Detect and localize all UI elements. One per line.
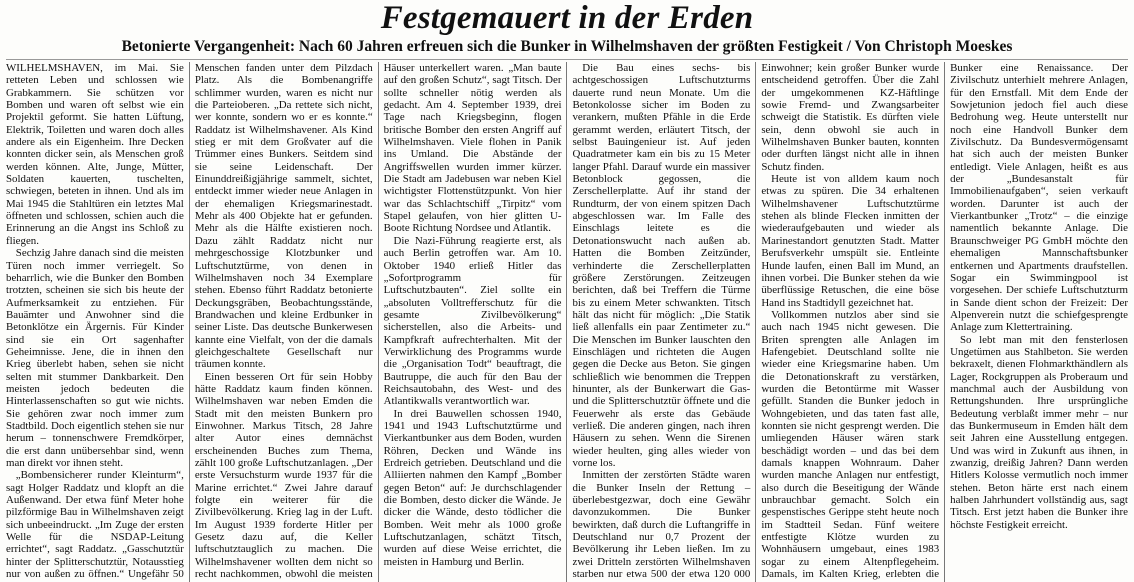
paragraph: Die Nazi-Führung reagierte erst, als auch Berlin getroffen war. Am 10. Oktober 1940 erließ Hitler das „Sofortprogramm für Luftschutzbauten“. Ziel sollte ein „absoluten Volltrefferschutz für die gesamte Zivilbevölkerung“ sicherstellen, also die Arbeits- und Kampfkraft aufrechterhalten. Mit der Verwirklichung des Programms wurde die „Organisation Todt“ beauftragt, die Bautruppe, die auch für den Bau der Reichsautobahn, des West- und des Atlantikwalls verantwortlich war. [383,234,562,408]
subheadline: Betonierte Vergangenheit: Nach 60 Jahren erfreuen sich die Bunker in Wilhelmshaven der größten Festigkeit / Von Christoph Moeskes [121,38,1013,55]
paragraph: „Bombensicherer runder Kleinturm“, sagt Holger Raddatz und klopft an die Außenwand. Der etwa fünf Meter hohe pilzförmige Bau in Wilhelmshaven zeigt sich unbeeindruckt. „Im Zuge der ersten Welle für die NSDAP-Leitung errichtet“, sagt Raddatz. „Gasschutztür hinter der Splitterschutztür, Notausstieg nur von außen zu öffnen.“ Ungefähr 50 Menschen fanden unter dem Pilzdach Platz. Als die Bombenangriffe schlimmer wurden, waren es nicht nur die Parteioberen. „Da rettete sich nicht, wer konnte, sondern wo er es konnte.“ Raddatz ist Wilhelmshavener. Als Kind stieg er mit dem Großvater auf die Trümmer eines Bunkers. Seitdem sind sie seine Leidenschaft. Der Einunddreißigjährige sammelt, sichtet, entdeckt immer wieder neue Anlagen in der ehemaligen Kriegsmarinestadt. Mehr als 400 Objekte hat er gefunden. Mehr als die Hälfte existieren noch. Dazu zählt Raddatz nicht nur mehrgeschossige Klotzbunker und Luftschutztürme, von denen in Wilhelmshaven noch 34 Exemplare stehen. Ebenso führt Raddatz betonierte Deckungsgräben, Beobachtungsstände, Brandwachen und kleine Erdbunker in seiner Liste. Das deutsche Bunkerwesen kannte eine Vielfalt, von der die damals gleichgeschaltete Gesellschaft nur träumen konnte. [6,62,373,581]
paragraph: Vollkommen nutzlos aber sind sie auch nach 1945 nicht gewesen. Die Briten sprengten alle Anlagen im Hafengebiet. Deutschland sollte nie wieder eine Kriegsmarine haben. Um die Detonationskraft zu verstärken, wurden die Betontürme mit Wasser gefüllt. Standen die Bunker jedoch in Wohngebieten, und das taten fast alle, konnten sie nicht gesprengt werden. Die umliegenden Häuser wären stark beschädigt worden – und das bei dem damals knappen Wohnraum. Daher wurden manche Anlagen nur entfestigt, also durch die Beseitigung der Wände unbrauchbar gemacht. Solch ein gespenstisches Gerippe steht heute noch im Stadtteil Sedan. Fünf weitere entfestigte Klötze wurden zu Wohnhäusern umgebaut, eines 1983 sogar zu einem Altenpflegeheim. Damals, im Kalten Krieg, erlebten die Bunker eine Renaissance. Der Zivilschutz unterhielt mehrere Anlagen, für den Ernstfall. Mit dem Ende der Sowjetunion jedoch fiel auch diese Bedrohung weg. Heute unterstellt nur noch eine Handvoll Bunker dem Zivilschutz. Da Bundesvermögensamt hat sich auch der meisten Bunker entledigt. Viele Anlagen, heißt es aus der „Bundesanstalt für Immobilienaufgaben“, seien verkauft worden. Darunter ist auch der Vierkantbunker „Trotz“ – die einzige namentlich bekannte Anlage. Die Braunschweiger PG GmbH möchte den ehemaligen Mannschaftsbunker entkernen und Apartments draufstellen. Sogar ein Swimmingpool ist vorgesehen. Der schiefe Luftschutzturm in Sande dient schon der Freizeit: Der Alpenverein nutzt die schiefgesprengte Anlage zum Klettertraining. [761,62,1128,581]
paragraph: Heute ist von alldem kaum noch etwas zu spüren. Die 34 erhaltenen Wilhelmshavener Luftschutztürme stehen als blinde Flecken inmitten der wiederaufgebauten und wieder als Marinestandort genutzten Stadt. Matter Berufsverkehr umspült sie. Entleinte Hunde laufen, einen Ball im Mund, an ihnen vorbei. Die Bunker stehen da wie überflüssige Retuschen, die eine böse Hand ins Stadtidyll gezeichnet hat. [761,173,940,309]
article-body [6,62,1128,582]
paragraph: Einen besseren Ort für sein Hobby hätte Raddatz kaum finden können. Wilhelmshaven war neben Emden die Stadt mit den meisten Bunkern pro Einwohner. Markus Titsch, 28 Jahre alter Autor eines demnächst erscheinenden Buches zum Thema, zählt 100 große Luftschutzanlagen. „Der erste Versuchsturm wurde 1937 für die Marine errichtet.“ Zwei Jahre darauf folgte ein weiterer für die Zivilbevölkerung. Krieg lag in der Luft. Im August 1939 forderte Hitler per Gesetz dazu auf, die Keller luftschutztauglich zu machen. Die Wilhelmshavener wollten dem nicht so recht nachkommen, obwohl die meisten Häuser unterkellert waren. „Man baute auf den großen Schutz“, sagt Titsch. Der sollte schneller nötig werden als gedacht. Am 4. September 1939, drei Tage nach Kriegsbeginn, flogen britische Bomber den ersten Angriff auf Wilhelmshaven. Viele flohen in Panik ins Umland. Die Abstände der Angriffswellen wurden immer kürzer. Die Stadt am Jadebusen war neben Kiel wichtigster Flottenstützpunkt. Von hier war das Schlachtschiff „Tirpitz“ vom Stapel gelaufen, von hier glitten U-Boote Richtung Nordsee und Atlantik. [194,62,562,581]
paragraph: Sechzig Jahre danach sind die meisten Türen noch immer verriegelt. So beharrlich, wie die Bunker den Bomben trotzten, scheinen sie sich bis heute der Aufmerksamkeit zu entziehen. Für Bauämter und Anwohner sind die Betonklötze ein Ärgernis. Für Kinder sind sie ein Ort sagenhafter Geheimnisse. Jene, die in ihnen den Krieg überlebt haben, sehen sie nicht selten mit stummer Dankbarkeit. Den meisten jedoch bedeuten die Hinterlassenschaften so gut wie nichts. Sie gehören zwar noch immer zum Stadtbild. Doch eigentlich stehen sie nur herum – tonnenschwere Fremdkörper, die erst dann unübersehbar sind, wenn man direkt vor ihnen steht. [6,247,184,469]
paragraph: In drei Bauwellen schossen 1940, 1941 und 1943 Luftschutztürme und Vierkantbunker aus dem Boden, wurden Röhren, Decken und Wände ins Erdreich getrieben. Deutschland und die Alliierten nahmen den Kampf „Bomber gegen Beton“ auf: Je durchschlagender die Bomben, desto dicker die Wände. Je dicker die Wände, desto tödlicher die Bomben. Weit mehr als 1000 große Luftschutzanlagen, schätzt Titsch, wurden auf diese Weise errichtet, die meisten in Hamburg und Berlin. [383,407,562,568]
paragraph: So lebt man mit den fensterlosen Ungetümen aus Stahlbeton. Sie werden bekraxelt, dienen Flohmarkthändlern als Lager, Rockgruppen als Proberaum und manchmal auch der Ausbildung von Rettungshunden. Ihre ursprüngliche Bedeutung verblaßt immer mehr – nur das Bunkermuseum in Emden hält dem seit Jahren eine Ausstellung entgegen. Und was wird in Zukunft aus ihnen, in zwanzig, dreißig Jahren? Dann werden Hitlers Kolosse vermutlich noch immer stehen. Beton härte erst nach einem halben Jahrhundert vollständig aus, sagt Titsch. Erst jetzt haben die Bunker ihre höchste Festigkeit erreicht. [950,333,1128,531]
paragraph: Inmitten der zerstörten Städte waren die Bunker Inseln der Rettung – überlebestgezwar, doch eine Gewähr davonzukommen. Die Bunker bewirkten, daß durch die Luftangriffe in Deutschland nur 0,7 Prozent der Bevölkerung ihr Leben ließen. Im zu zwei Dritteln zerstörten Wilhelmshaven starben nur etwa 500 der etwa 120 000 Einwohner; kein großer Bunker wurde entscheidend getroffen. Über die Zahl der umgekommenen KZ-Häftlinge sowie Fremd- und Zwangsarbeiter schweigt die Statistik. Es dürften viele sein, denn obwohl sie auch in Wilhelmshaven Bunker bauten, konnten oder durften längst nicht alle in ihnen Schutz finden. [572,62,940,581]
headline: Festgemauert in der Erden [380,0,754,36]
paragraph: WILHELMSHAVEN, im Mai. Sie retteten Leben und schlossen wie Grabkammern. Sie schützen vor Bomben und waren oft selbst wie ein Projektil geformt. Sie hatten Lüftung, Elektrik, Toiletten und waren doch alles andere als ein Eigenheim. Ihre Decken konnten dicker sein, als Menschen groß werden können. Alte, Junge, Mütter, Soldaten kauerten, tuschelten, schwiegen, beteten in ihnen. Und als im Mai 1945 die Stahltüren ein letztes Mal öffneten und schlossen, schien auch die Erinnerung an die Angst ins Schloß zu fliegen. [6,62,184,247]
paragraph: Die Bau eines sechs- bis achtgeschossigen Luftschutzturms dauerte rund neun Monate. Um die Betonkolosse sicher im Boden zu verankern, mußten Pfähle in die Erde gerammt werden, erläutert Titsch, der selbst Bauingenieur ist. Auf jeden Quadratmeter kam ein bis zu 15 Meter langer Pfahl. Darauf wurde ein massiver Betonblock gegossen, die Zerschellerplatte. Auf ihr stand der Rundturm, der von einem spitzen Dach abgeschlossen war. Im Falle des Einschlags leitete es die Detonationswucht nach außen ab. Hatten die Bomben Zeitzünder, verhinderte die Zerschellerplatten größere Zerstörungen. Zeitzeugen berichten, daß bei Treffern die Türme bis zu einem Meter schwankten. Titsch hält das nicht für möglich: „Die Statik ließ allenfalls ein paar Zentimeter zu.“ Die Menschen im Bunker lauschten den Einschlägen und richteten die Augen gegen die Decke aus Beton. Sie gingen schließlich wie benommen die Treppen hinunter, als der Bunkerwart die Gas- und die Splitterschutztür öffnete und die Feuerwehr als erste das Gebäude verließ. Die anderen gingen, nach ihren Häusern zu sehen. Wenn die Sirenen wieder heulten, ging alles wieder von vorne los. [572,62,751,469]
divider [6,59,1128,60]
